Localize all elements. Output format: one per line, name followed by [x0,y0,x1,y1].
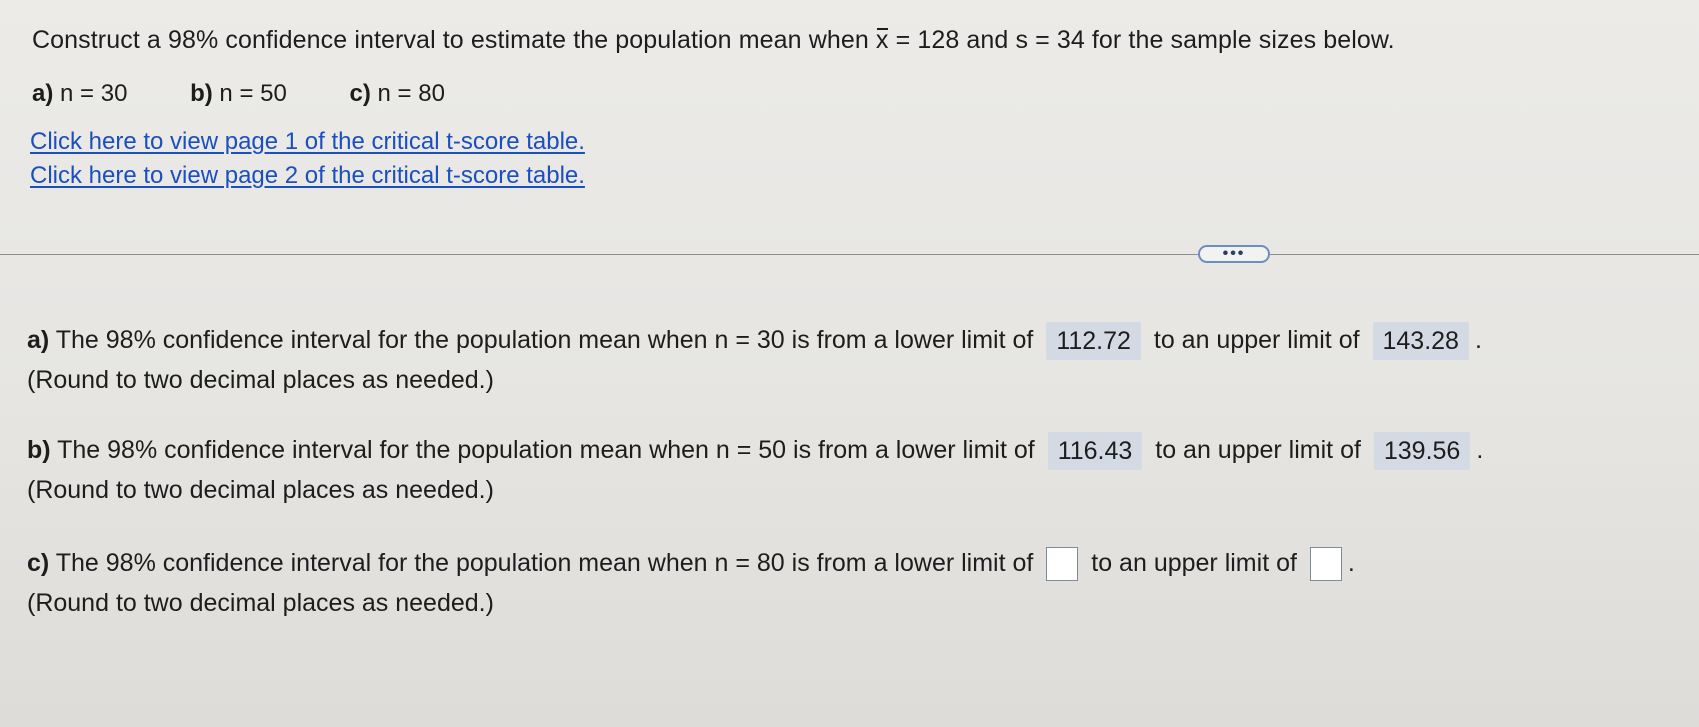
part-a-n: n = 30 [60,80,128,107]
answer-b-lower-limit[interactable]: 116.43 [1048,432,1143,470]
answer-b-prefix: The 98% confidence interval for the population mean when n = 50 is from a lower limit of [57,436,1035,464]
t-table-page-1-link[interactable]: Click here to view page 1 of the critical t-score table. [30,128,585,155]
part-b-letter: b) [190,80,213,107]
answer-b-letter: b) [27,436,51,464]
answer-b-sentence [27,430,1483,470]
answer-b-middle: to an upper limit of [1155,436,1361,464]
answer-a-period: . [1474,326,1482,354]
answer-c-lower-limit-input[interactable] [1046,547,1078,581]
answer-c-upper-limit-input[interactable] [1310,547,1342,581]
answer-a-upper-limit[interactable]: 143.28 [1373,322,1469,360]
answer-a-rounding-note: (Round to two decimal places as needed.) [27,366,494,394]
answer-a-middle: to an upper limit of [1153,326,1360,354]
answer-b [27,430,1483,510]
section-divider [0,254,1699,255]
answer-c-sentence [27,543,1355,583]
answer-a-letter: a) [27,326,50,354]
t-table-page-2-link[interactable]: Click here to view page 2 of the critical t-score table. [30,162,585,189]
part-b-n: n = 50 [219,80,287,107]
part-a-sample-size [32,80,127,108]
answer-c-middle: to an upper limit of [1091,549,1297,577]
answer-c-period: . [1347,549,1355,577]
part-c-sample-size [350,80,445,108]
part-b-sample-size [190,80,287,108]
answer-b-rounding-note: (Round to two decimal places as needed.) [27,476,494,504]
question-text [32,26,1395,55]
part-a-letter: a) [32,80,54,107]
answer-a-sentence [27,320,1482,360]
more-options-button[interactable]: ••• [1198,245,1270,263]
question-text-before: Construct a 98% confidence interval to estimate the population mean when [32,26,869,54]
xbar-symbol: x [875,26,889,54]
part-c-n: n = 80 [377,80,445,107]
answer-a [27,320,1482,400]
answer-c [27,543,1355,623]
question-text-after: = 128 and s = 34 for the sample sizes below. [895,26,1395,54]
part-c-letter: c) [349,80,371,107]
answer-a-prefix: The 98% confidence interval for the population mean when n = 30 is from a lower limit of [55,326,1034,354]
answer-c-prefix: The 98% confidence interval for the population mean when n = 80 is from a lower limit of [55,549,1034,577]
answer-c-letter: c) [27,549,50,577]
answer-b-upper-limit[interactable]: 139.56 [1374,432,1470,470]
answer-a-lower-limit[interactable]: 112.72 [1046,322,1141,360]
answer-b-period: . [1476,436,1484,464]
sample-sizes-row [32,80,501,108]
answer-c-rounding-note: (Round to two decimal places as needed.) [27,589,494,617]
